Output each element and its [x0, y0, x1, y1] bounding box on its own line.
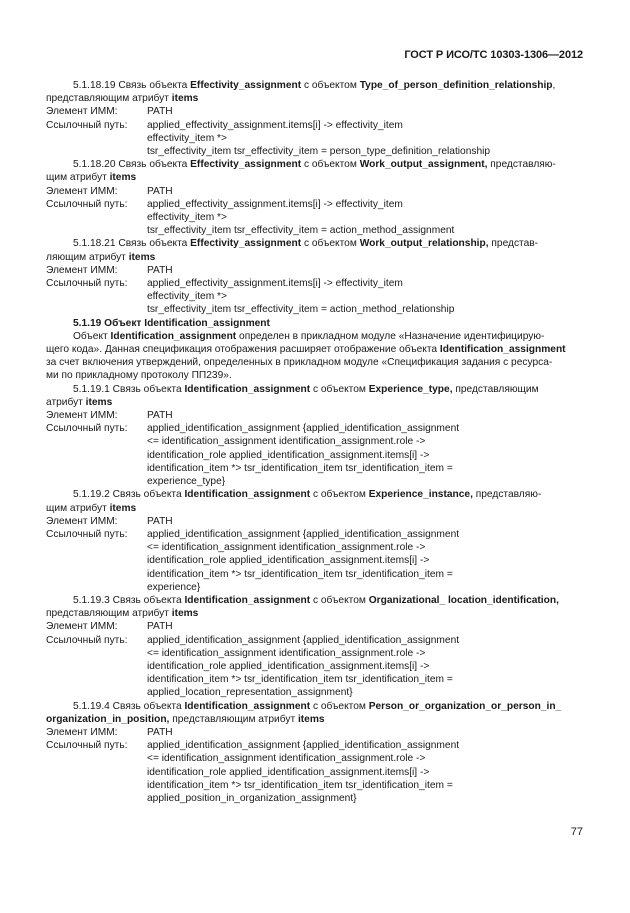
ref-path-line: identification_item *> tsr_identification_item tsr_identification_item =	[147, 779, 453, 791]
page-number: 77	[570, 826, 583, 838]
ref-path-line: tsr_effectivity_item tsr_effectivity_item = action_method_assignment	[147, 225, 455, 237]
section-title: 5.1.19 Объект Identification_assignment	[73, 317, 270, 329]
ref-path-line: identification_role applied_identification_assignment.items[i] ->	[147, 449, 430, 461]
ref-path-line: effectivity_item *>	[147, 132, 227, 144]
clause-heading: 5.1.18.19 Связь объекта Effectivity_assignment с объектом Type_of_person_definition_relationship,	[73, 80, 556, 91]
clause-heading: 5.1.18.20 Связь объекта Effectivity_assignment с объектом Work_output_assignment, представляю-	[73, 159, 556, 171]
ref-path-row: Ссылочный путь: applied_identification_assignment {applied_identification_assignment	[46, 740, 460, 752]
ref-path-row: Ссылочный путь: applied_effectivity_assignment.items[i] -> effectivity_item	[46, 198, 403, 210]
clause-heading-cont: щим атрибут items	[46, 502, 137, 514]
ref-path-row: Ссылочный путь: applied_effectivity_assignment.items[i] -> effectivity_item	[46, 278, 403, 290]
ref-path-line: experience_type}	[147, 476, 226, 488]
ref-path-line: identification_role applied_identification_assignment.items[i] ->	[147, 660, 430, 672]
clause-heading: 5.1.19.3 Связь объекта Identification_assignment с объектом Organizational_ location_identification,	[73, 594, 559, 606]
ref-path-line: experience}	[147, 581, 201, 593]
clause-heading-cont: organization_in_position, представляющим атрибут items	[46, 713, 325, 725]
element-row: Элемент ИММ: PATH	[46, 264, 173, 276]
ref-path-row: Ссылочный путь: applied_identification_assignment {applied_identification_assignment	[46, 528, 460, 540]
clause-heading: 5.1.19.1 Связь объекта Identification_assignment с объектом Experience_type, представляющим	[73, 383, 539, 395]
clause-heading: 5.1.18.21 Связь объекта Effectivity_assignment с объектом Work_output_relationship, представ-	[73, 238, 539, 250]
clause-heading-cont: атрибут items	[46, 396, 113, 408]
clause-heading-cont: представляющим атрибут items	[46, 608, 199, 620]
element-row: Элемент ИММ: PATH	[46, 185, 173, 197]
ref-path-row: Ссылочный путь: applied_identification_assignment {applied_identification_assignment	[46, 634, 460, 646]
element-row: Элемент ИММ: PATH	[46, 621, 173, 633]
clause-heading: 5.1.19.4 Связь объекта Identification_assignment с объектом Person_or_organization_or_person_in_	[73, 700, 562, 712]
ref-path-line: applied_location_representation_assignment}	[147, 687, 353, 699]
section-paragraph: Объект Identification_assignment определен в прикладном модуле «Назначение идентифицирую-	[73, 330, 545, 342]
clause-heading-cont: представляющим атрибут items	[46, 93, 199, 105]
element-row: Элемент ИММ: PATH	[46, 515, 173, 527]
ref-path-line: effectivity_item *>	[147, 212, 227, 224]
element-row: Элемент ИММ: PATH	[46, 410, 173, 422]
clause-heading: 5.1.19.2 Связь объекта Identification_assignment с объектом Experience_instance, представляю-	[73, 489, 542, 501]
ref-path-line: identification_role applied_identification_assignment.items[i] ->	[147, 555, 430, 567]
ref-path-line: <= identification_assignment identification_assignment.role ->	[147, 542, 426, 554]
ref-path-row: Ссылочный путь: applied_effectivity_assignment.items[i] -> effectivity_item	[46, 119, 403, 131]
ref-path-line: tsr_effectivity_item tsr_effectivity_item = action_method_relationship	[147, 304, 455, 316]
element-row: Элемент ИММ: PATH	[46, 726, 173, 738]
ref-path-line: tsr_effectivity_item tsr_effectivity_item = person_type_definition_relationship	[147, 146, 491, 158]
ref-path-line: <= identification_assignment identification_assignment.role ->	[147, 436, 426, 448]
clause-heading-cont: щим атрибут items	[46, 172, 137, 184]
section-paragraph-line: щего кода». Данная спецификация отображения расширяет отображение объекта Identification_assignment	[46, 344, 566, 356]
section-paragraph-line: за счет включения утверждений, определенных в прикладном модуле «Спецификация задания с ресурса-	[46, 357, 553, 369]
ref-path-line: identification_item *> tsr_identification_item tsr_identification_item =	[147, 462, 453, 474]
ref-path-line: <= identification_assignment identification_assignment.role ->	[147, 753, 426, 765]
ref-path-line: identification_item *> tsr_identification_item tsr_identification_item =	[147, 568, 453, 580]
ref-path-line: identification_item *> tsr_identification_item tsr_identification_item =	[147, 674, 453, 686]
ref-path-line: identification_role applied_identification_assignment.items[i] ->	[147, 766, 430, 778]
document-header: ГОСТ Р ИСО/ТС 10303-1306—2012	[404, 49, 583, 61]
element-row: Элемент ИММ: PATH	[46, 106, 173, 118]
section-paragraph-line: ми по прикладному протоколу ПП239».	[46, 370, 232, 382]
document-body	[46, 79, 584, 805]
clause-heading-cont: ляющим атрибут items	[46, 251, 156, 263]
ref-path-line: effectivity_item *>	[147, 291, 227, 303]
ref-path-row: Ссылочный путь: applied_identification_assignment {applied_identification_assignment	[46, 423, 460, 435]
ref-path-line: applied_position_in_organization_assignment}	[147, 792, 357, 804]
ref-path-line: <= identification_assignment identification_assignment.role ->	[147, 647, 426, 659]
